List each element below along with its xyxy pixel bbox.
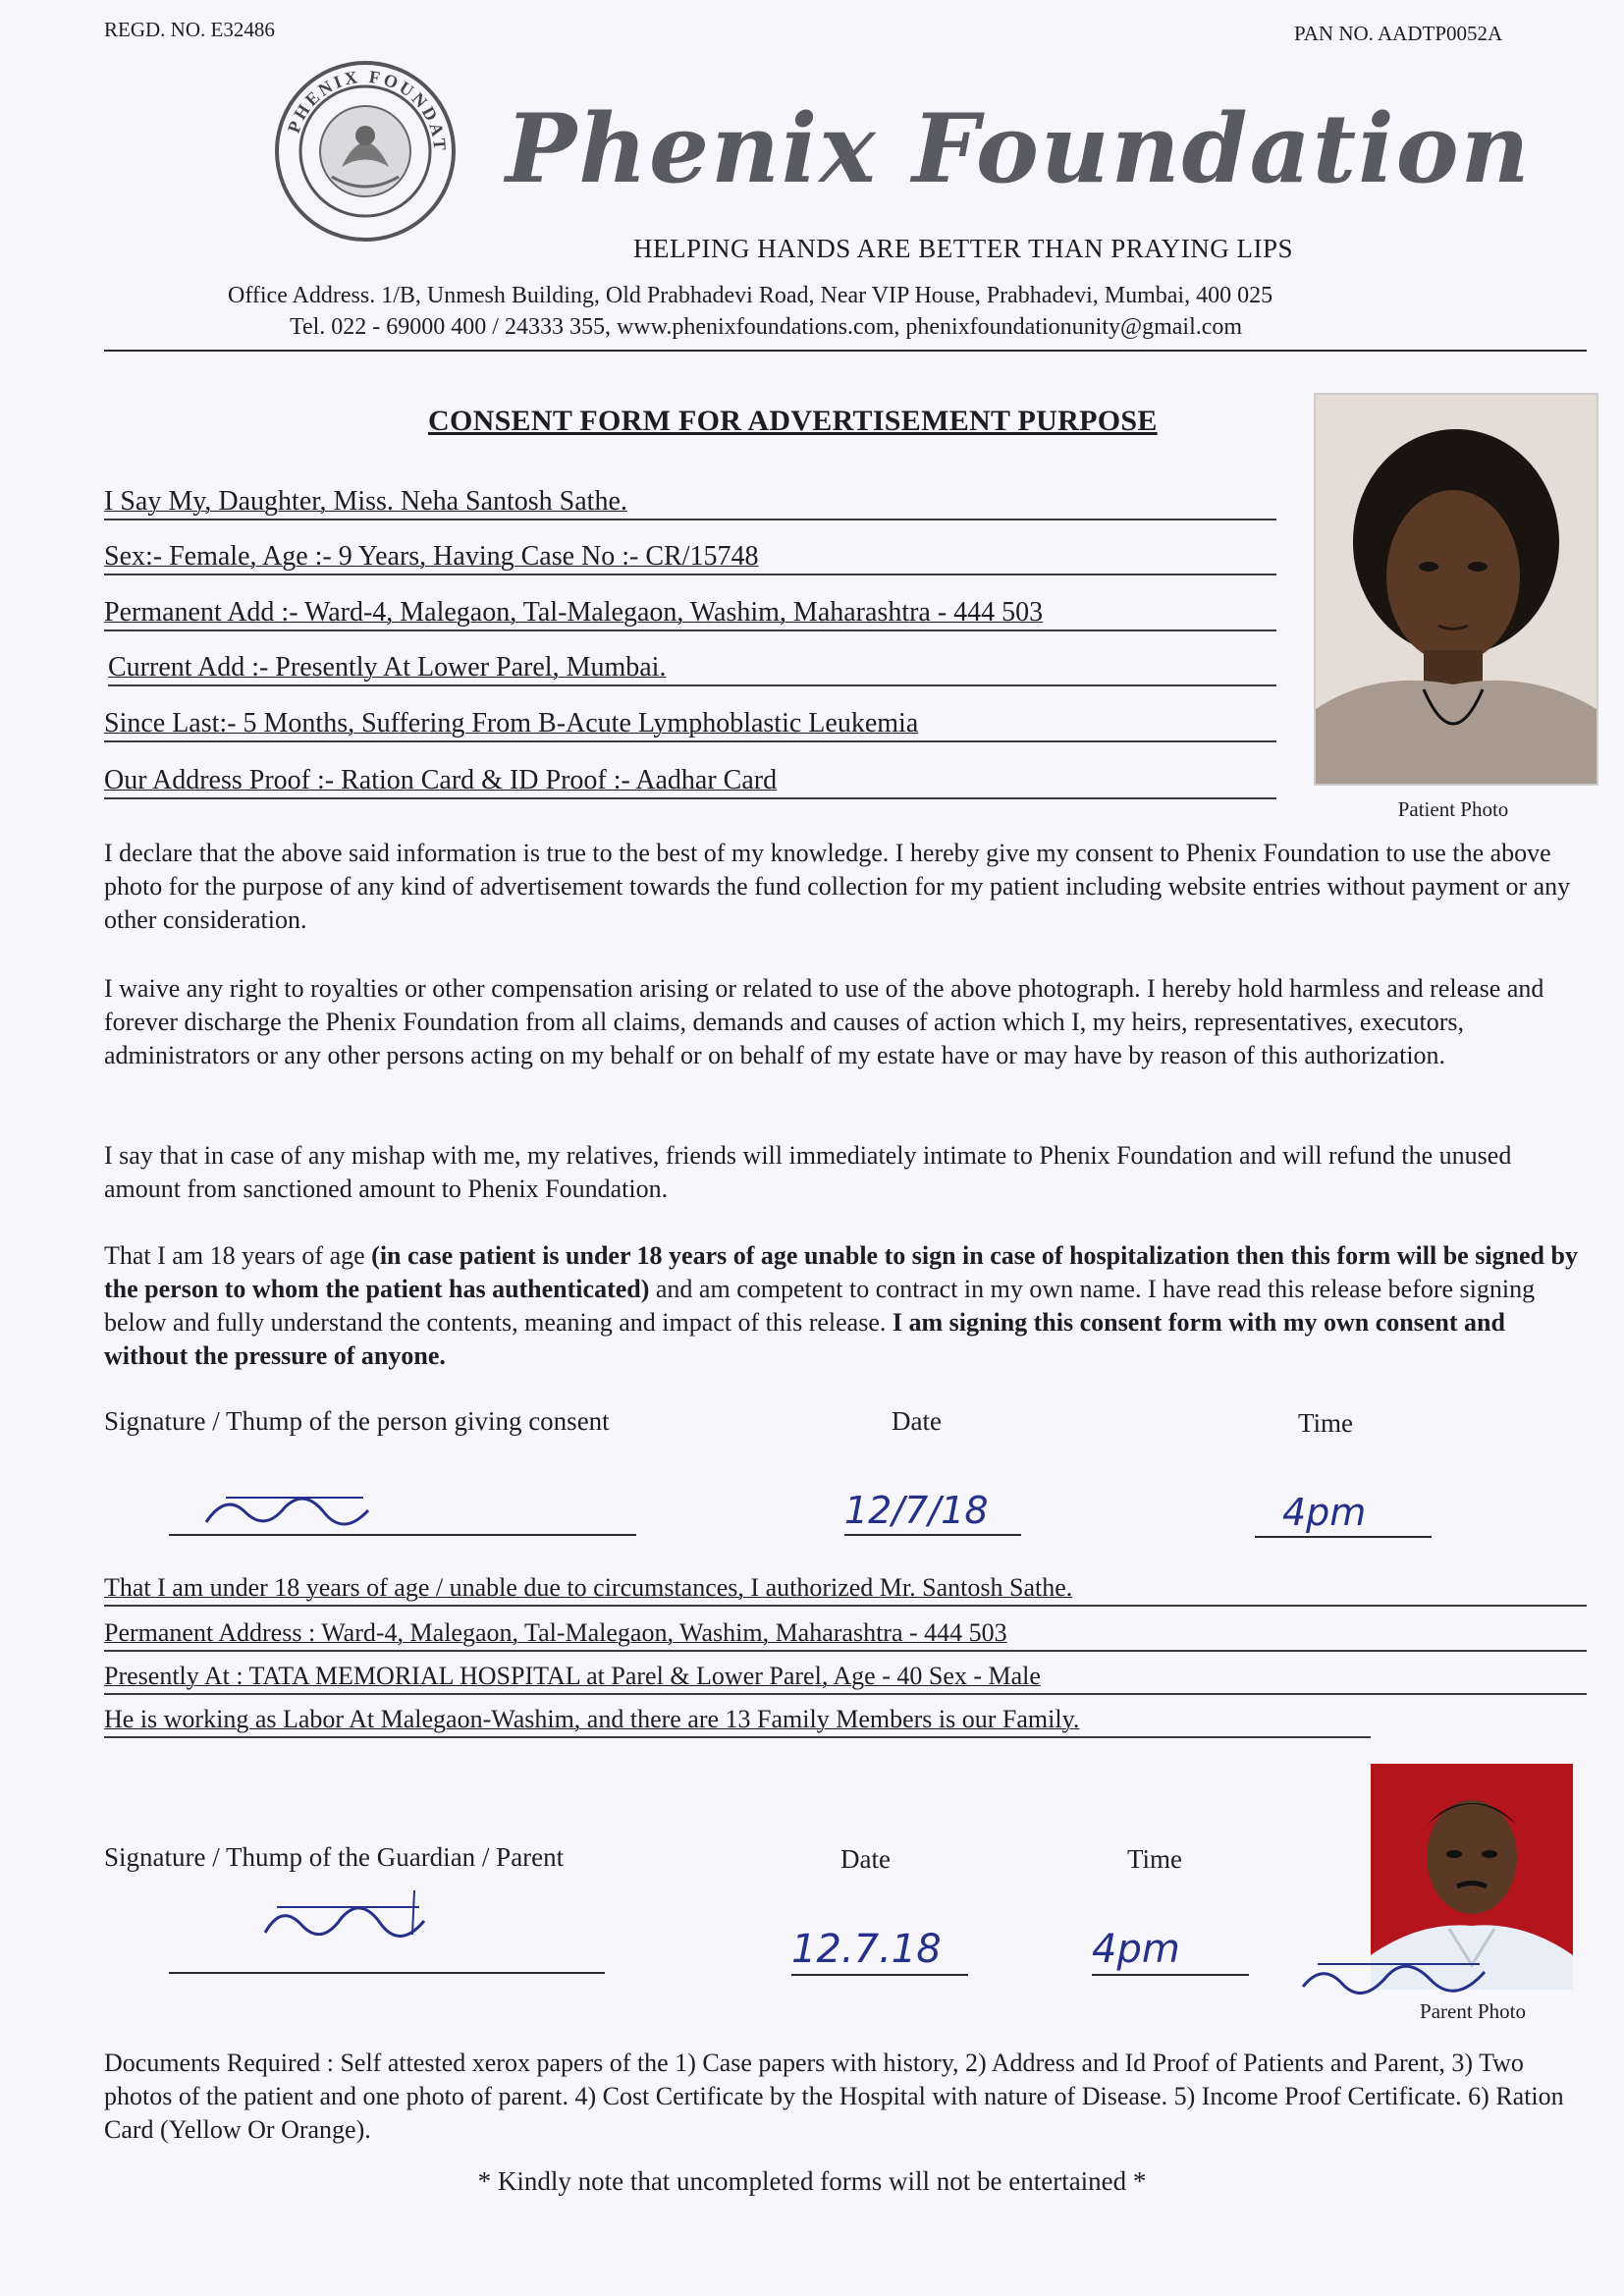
guardian-permanent-address-line: Permanent Address : Ward-4, Malegaon, Tal-Malegaon, Washim, Maharashtra - 444 503 [104,1616,1587,1652]
guardian-time-line [1092,1974,1249,1976]
pan-number: PAN NO. AADTP0052A [1294,22,1503,45]
tagline: HELPING HANDS ARE BETTER THAN PRAYING LIPS [633,234,1294,263]
parent-photo-caption: Parent Photo [1420,1999,1526,2023]
consent-signature-label: Signature / Thump of the person giving consent [104,1406,610,1436]
consent-time-label: Time [1298,1408,1354,1438]
guardian-time-label: Time [1127,1844,1183,1874]
waiver-paragraph: I waive any right to royalties or other compensation arising or related to use of the above photograph. I hereby hold harmless and release and forever discharge the Phenix Foundation from all claims, demands and causes of action which I, my heirs, representatives, executors, administrators or any other persons acting on my behalf or on behalf of my estate have or may have by reason of this authorization. [104,974,1544,1069]
consent-date-line [844,1534,1021,1536]
guardian-signature [257,1886,434,1944]
guardian-present-address-line: Presently At : TATA MEMORIAL HOSPITAL at Parel & Lower Parel, Age - 40 Sex - Male [104,1660,1587,1695]
declaration-paragraph: I declare that the above said information is true to the best of my knowledge. I hereby give my consent to Phenix Foundation to use the above photo for the purpose of any kind of advertisement towards the fund collection for my patient including website entries without payment or any other consideration. [104,839,1571,934]
svg-text:PHENIX FOUNDATION: PHENIX FOUNDAT [283,66,451,154]
contact-info: Tel. 022 - 69000 400 / 24333 355, www.phenixfoundations.com, phenixfoundationunity@gmail.com [290,314,1243,340]
guardian-authorization-line: That I am under 18 years of age / unable due to circumstances, I authorized Mr. Santosh Sathe. [104,1571,1587,1607]
patient-permanent-address-line: Permanent Add :- Ward-4, Malegaon, Tal-Malegaon, Washim, Maharashtra - 444 503 [104,596,1276,631]
guardian-date-line [791,1974,968,1976]
patient-name-line: I Say My, Daughter, Miss. Neha Santosh Sathe. [104,485,1276,520]
guardian-time-value: 4pm [1092,1927,1180,1972]
guardian-date-value: 12.7.18 [791,1927,942,1972]
documents-required: Documents Required : Self attested xerox papers of the 1) Case papers with history, 2) Address and Id Proof of Patients and Parent, 3) Two photos of the patient and one photo of parent. 4) Cost Certificate by the Hospital with nature of Disease. 5) Income Proof Certificate. 6) Ration Card (Yellow Or Orange). [104,2049,1564,2144]
guardian-signature-line [169,1972,605,1974]
patient-proof-line: Our Address Proof :- Ration Card & ID Proof :- Aadhar Card [104,764,1276,799]
foundation-title: Phenix Foundation [506,93,1532,204]
guardian-occupation-line: He is working as Labor At Malegaon-Washim, and there are 13 Family Members is our Family. [104,1703,1371,1738]
parent-photo-signature [1298,1942,1494,2001]
consent-date-label: Date [892,1406,942,1436]
uncompleted-forms-note: * Kindly note that uncompleted forms will not be entertained * [477,2166,1147,2196]
consent-time-line [1255,1536,1432,1538]
consent-time-value: 4pm [1282,1491,1367,1534]
registration-number: REGD. NO. E32486 [104,18,275,41]
consent-signature-line [169,1534,636,1536]
office-address: Office Address. 1/B, Unmesh Building, Old Prabhadevi Road, Near VIP House, Prabhadevi, Mumbai, 400 025 [228,283,1273,308]
patient-photo-caption: Patient Photo [1397,797,1509,821]
header-divider [104,350,1587,352]
guardian-date-label: Date [840,1844,891,1874]
age-consent-paragraph: That I am 18 years of age (in case patient is under 18 years of age unable to sign in case of hospitalization then this form will be signed by the person to whom the patient has authenticated) and am competent to contract in my own name. I have read this release before signing below and fully understand the contents, meaning and impact of this release. I am signing this consent form with my own consent and without the pressure of anyone. [104,1241,1578,1370]
patient-photo [1314,393,1598,786]
patient-diagnosis-line: Since Last:- 5 Months, Suffering From B-Acute Lymphoblastic Leukemia [104,707,1276,742]
consent-date-value: 12/7/18 [844,1489,989,1532]
mishap-paragraph: I say that in case of any mishap with me, my relatives, friends will immediately intimate to Phenix Foundation and will refund the unused amount from sanctioned amount to Phenix Foundation. [104,1141,1512,1203]
patient-sex-age-line: Sex:- Female, Age :- 9 Years, Having Case No :- CR/15748 [104,540,1276,575]
guardian-signature-label: Signature / Thump of the Guardian / Parent [104,1842,565,1872]
form-title: CONSENT FORM FOR ADVERTISEMENT PURPOSE [428,405,1158,437]
consent-signature [196,1483,393,1532]
patient-current-address-line: Current Add :- Presently At Lower Parel, Mumbai. [108,651,1276,686]
foundation-seal-icon [273,59,458,244]
